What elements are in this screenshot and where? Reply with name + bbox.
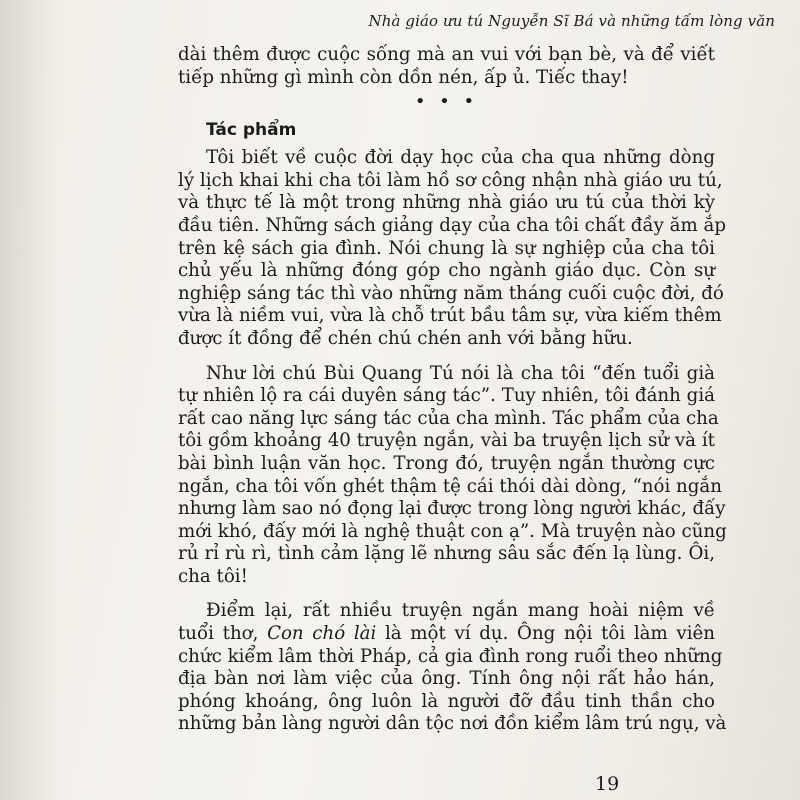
text-line: lý lịch khai khi cha tôi làm hồ sơ công nhận nhà giáo ưu tú,: [178, 169, 723, 191]
paragraph: [178, 147, 727, 350]
paragraph: [178, 600, 727, 736]
paragraph: [178, 362, 727, 589]
page-gutter-shadow: [0, 0, 60, 800]
text-line: chức kiểm lâm thời Pháp, cả gia đình rong ruổi theo những: [178, 645, 723, 667]
text-line: đầu tiên. Những sách giảng dạy của cha tôi chất đầy ăm ắp: [178, 214, 727, 236]
text-line: ngắn, cha tôi vốn ghét thậm tệ cái thói dài dòng, “nói ngắn: [178, 475, 722, 497]
running-header: Nhà giáo ưu tú Nguyễn Sĩ Bá và những tấm lòng văn: [368, 12, 775, 30]
text-line: tiếp những gì mình còn dồn nén, ấp ủ. Tiếc thay!: [178, 66, 629, 88]
text-line: vừa là niềm vui, vừa là chỗ trút bầu tâm sự, vừa kiếm thêm: [178, 305, 722, 327]
text-line: được ít đồng để chén chú chén anh với bằng hữu.: [178, 327, 633, 349]
text-line: mới khó, đấy mới là nghệ thuật con ạ”. Mà truyện nào cũng: [178, 520, 727, 542]
text-line: nghiệp sáng tác thì vào những năm tháng cuối cuộc đời, đó: [178, 282, 724, 304]
text-line: tôi gồm khoảng 40 truyện ngắn, vài ba truyện lịch sử và ít: [178, 430, 715, 452]
text-line: bài bình luận văn học. Trong đó, truyện ngắn thường cực: [178, 452, 715, 474]
text-line: cha tôi!: [178, 565, 248, 587]
text-line: Như lời chú Bùi Quang Tú nói là cha tôi “đến tuổi già: [206, 362, 715, 384]
text-fragment: tuổi thơ,: [178, 623, 268, 645]
text-line: dài thêm được cuộc sống mà an vui với bạn bè, và để viết: [178, 44, 715, 65]
text-line: nhưng làm sao nó đọng lại được trong lòng người khác, đấy: [178, 498, 726, 520]
story-title: Con chó lài: [267, 623, 377, 645]
text-line: rất cao năng lực sáng tác của cha mình. Tác phẩm của cha: [178, 407, 719, 429]
text-line: địa bàn nơi làm việc của ông. Tính ông nội rất hảo hán,: [178, 668, 715, 690]
body-text: [178, 44, 727, 736]
text-line: rủ rỉ rù rì, tình cảm lặng lẽ nhưng sâu sắc đến lạ lùng. Ôi,: [178, 543, 715, 565]
section-heading: Tác phẩm: [206, 120, 297, 141]
text-line: chủ yếu là những đóng góp cho ngành giáo dục. Còn sự: [178, 260, 715, 282]
text-line: trên kệ sách gia đình. Nói chung là sự nghiệp của cha tôi: [178, 237, 715, 259]
text-line: những bản làng người dân tộc nơi đồn kiểm lâm trú ngụ, và: [178, 713, 727, 735]
text-line: và thực tế là một trong những nhà giáo ưu tú của thời kỳ: [178, 192, 715, 214]
text-line: Tôi biết về cuộc đời dạy học của cha qua những dòng: [206, 147, 715, 169]
text-line: phóng khoáng, ông luôn là người đỡ đầu tinh thần cho: [178, 690, 715, 712]
text-line: tự nhiên lộ ra cái duyên sáng tác”. Tuy nhiên, tôi đánh giá: [178, 385, 715, 407]
text-fragment: là một ví dụ. Ông nội tôi làm viên: [376, 623, 715, 645]
text-line: Điểm lại, rất nhiều truyện ngắn mang hoài niệm về: [206, 600, 715, 622]
section-separator: • • •: [414, 91, 479, 113]
text-line-with-title: [178, 623, 715, 646]
page-number: 19: [595, 773, 620, 795]
